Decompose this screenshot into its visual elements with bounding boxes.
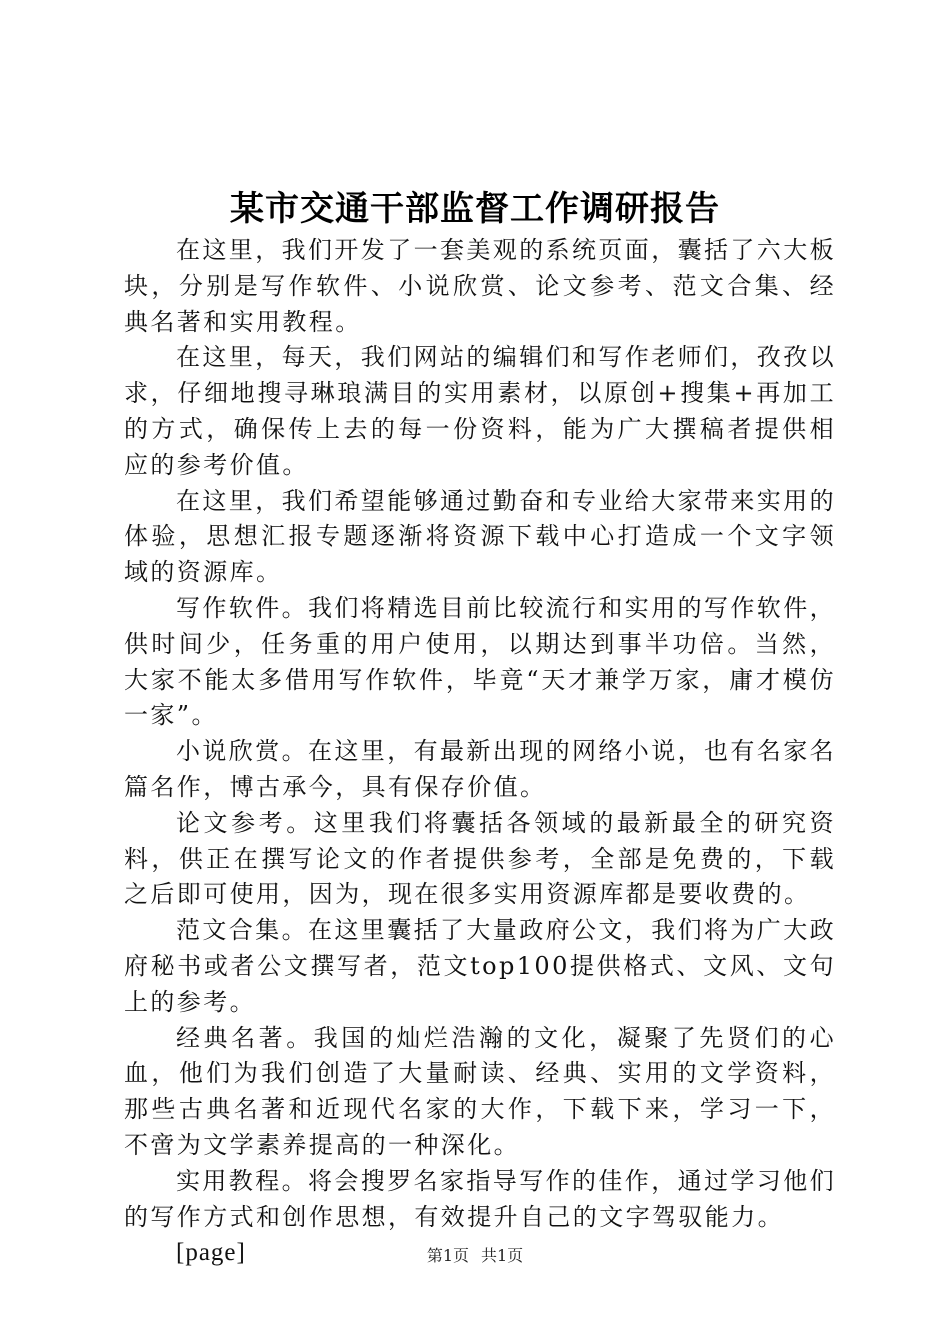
paragraph: 在这里，每天，我们网站的编辑们和写作老师们，孜孜以求，仔细地搜寻琳琅满目的实用素材，以原创+搜集+再加工的方式，确保传上去的每一份资料，能为广大撰稿者提供相应的参考价值。 [124,343,836,479]
document-body [124,233,836,1271]
paragraph: 在这里，我们希望能够通过勤奋和专业给大家带来实用的体验，思想汇报专题逐渐将资源下载中心打造成一个文字领域的资源库。 [124,486,836,587]
paragraph: 论文参考。这里我们将囊括各领域的最新最全的研究资料，供正在撰写论文的作者提供参考，全部是免费的，下载之后即可使用，因为，现在很多实用资源库都是要收费的。 [124,808,836,909]
document-title: 某市交通干部监督工作调研报告 [230,189,720,229]
paragraph: 实用教程。将会搜罗名家指导写作的佳作，通过学习他们的写作方式和创作思想，有效提升自己的文字驾驭能力。 [124,1166,836,1231]
page-number-total: 共1页 [481,1246,524,1265]
paragraph: 经典名著。我国的灿烂浩瀚的文化，凝聚了先贤们的心血，他们为我们创造了大量耐读、经典、实用的文学资料，那些古典名著和近现代名家的大作，下载下来，学习一下，不啻为文学素养提高的一种深化。 [124,1023,836,1159]
page-footer [0,1246,950,1266]
paragraph: 范文合集。在这里囊括了大量政府公文，我们将为广大政府秘书或者公文撰写者，范文top100提供格式、文风、文句上的参考。 [124,916,836,1016]
page-number-current: 第1页 [426,1246,469,1265]
paragraph: 在这里，我们开发了一套美观的系统页面，囊括了六大板块，分别是写作软件、小说欣赏、论文参考、范文合集、经典名著和实用教程。 [124,236,836,336]
paragraph: 写作软件。我们将精选目前比较流行和实用的写作软件，供时间少，任务重的用户使用，以期达到事半功倍。当然，大家不能太多借用写作软件，毕竟“天才兼学万家，庸才模仿一家”。 [124,593,836,730]
paragraph: 小说欣赏。在这里，有最新出现的网络小说，也有名家名篇名作，博古承今，具有保存价值。 [124,737,836,801]
page-marker: [page] [176,1239,246,1267]
